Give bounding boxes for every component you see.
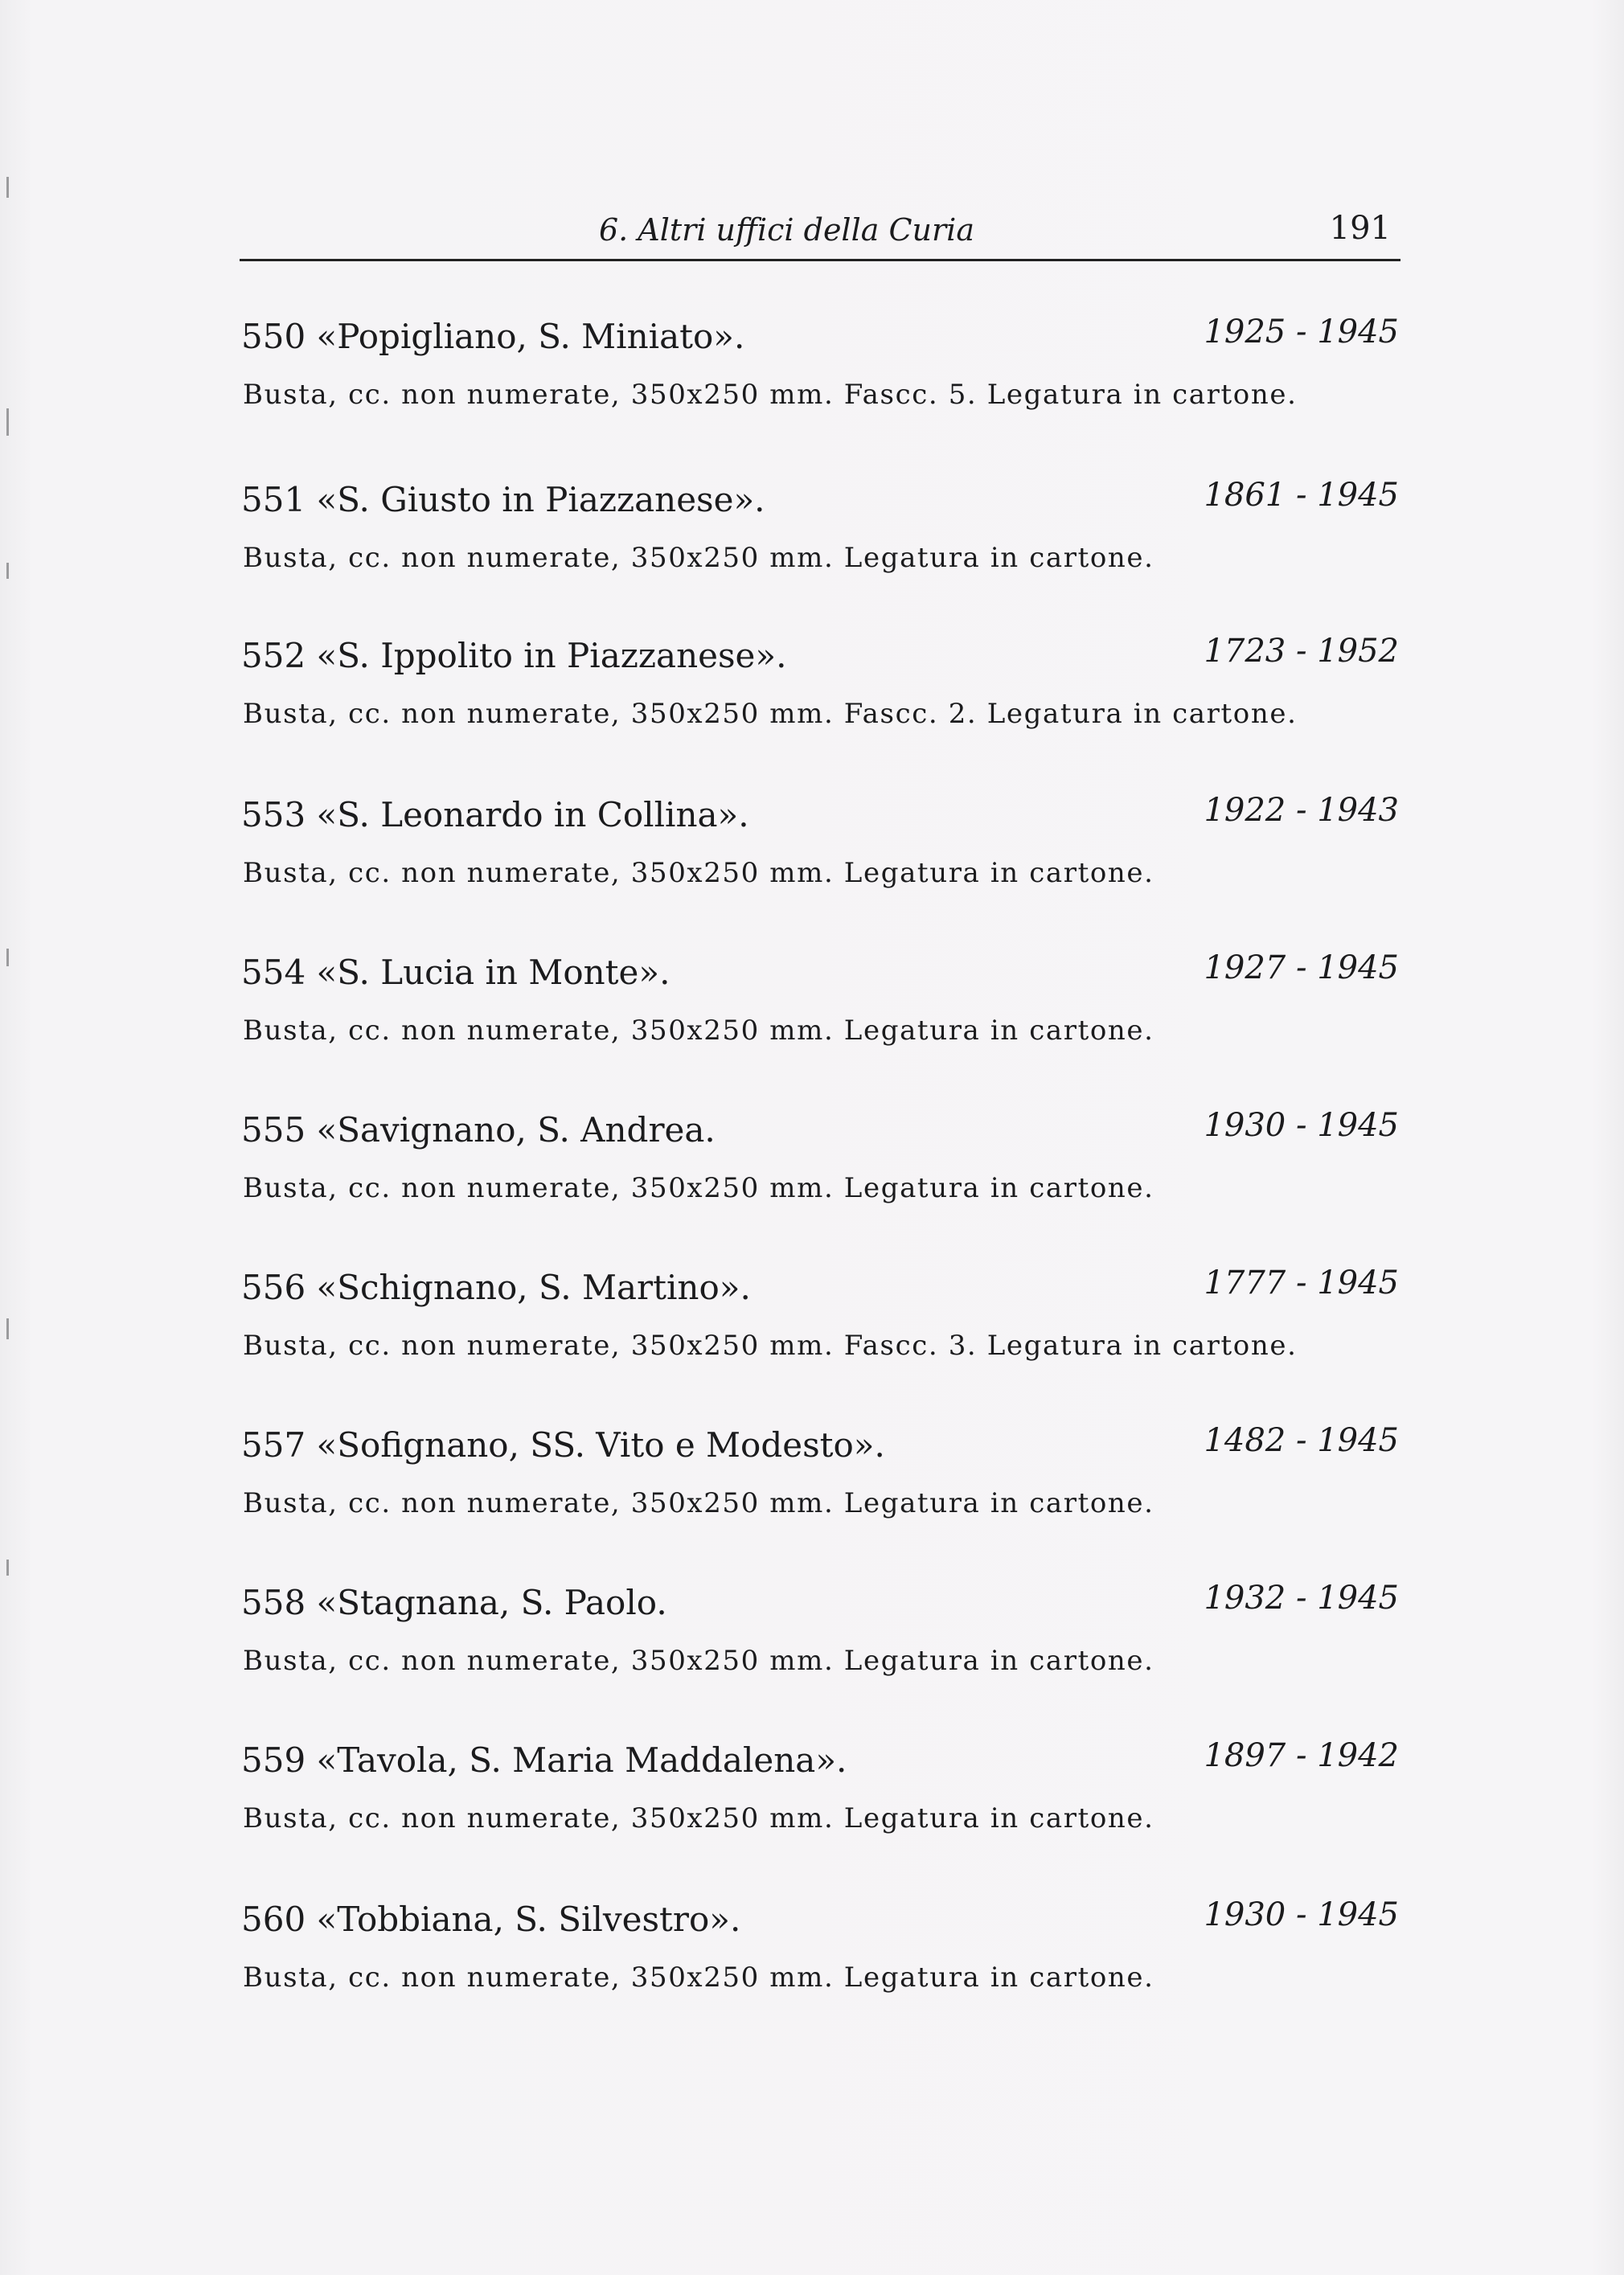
- scan-edge-mark: [6, 563, 9, 579]
- entry-dates: 1922 - 1943: [1204, 792, 1399, 829]
- entry-description: Busta, cc. non numerate, 350x250 mm. Legatura in cartone.: [243, 1645, 1154, 1677]
- scan-edge-mark: [6, 1560, 9, 1576]
- entry-dates: 1927 - 1945: [1204, 949, 1399, 986]
- entry-dates: 1861 - 1945: [1204, 477, 1399, 514]
- inventory-entry: [241, 635, 1399, 756]
- running-header: [240, 211, 1400, 261]
- entry-description: Busta, cc. non numerate, 350x250 mm. Fascc. 5. Legatura in cartone.: [243, 379, 1298, 411]
- entry-description: Busta, cc. non numerate, 350x250 mm. Legatura in cartone.: [243, 542, 1154, 574]
- entry-title: 553 «S. Leonardo in Collina».: [241, 795, 749, 834]
- inventory-entry: [241, 1582, 1399, 1703]
- inventory-entry: [241, 1267, 1399, 1388]
- inventory-entry: [241, 794, 1399, 915]
- entry-description: Busta, cc. non numerate, 350x250 mm. Legatura in cartone.: [243, 1172, 1154, 1204]
- entry-title: 559 «Tavola, S. Maria Maddalena».: [241, 1740, 847, 1780]
- scan-edge-mark: [6, 177, 9, 198]
- entry-dates: 1932 - 1945: [1204, 1580, 1399, 1617]
- entry-title: 554 «S. Lucia in Monte».: [241, 953, 671, 992]
- scan-edge-mark: [6, 408, 9, 436]
- entry-dates: 1930 - 1945: [1204, 1107, 1399, 1144]
- entry-title: 557 «Sofignano, SS. Vito e Modesto».: [241, 1425, 885, 1465]
- entry-title: 551 «S. Giusto in Piazzanese».: [241, 480, 765, 519]
- entry-dates: 1723 - 1952: [1204, 633, 1399, 670]
- inventory-entry: [241, 1896, 1399, 2019]
- page-number: 191: [1329, 210, 1391, 247]
- entry-description: Busta, cc. non numerate, 350x250 mm. Legatura in cartone.: [243, 1487, 1154, 1519]
- entry-title: 552 «S. Ippolito in Piazzanese».: [241, 636, 787, 675]
- inventory-entry: [241, 479, 1399, 600]
- entry-title: 550 «Popigliano, S. Miniato».: [241, 317, 745, 356]
- entry-description: Busta, cc. non numerate, 350x250 mm. Legatura in cartone.: [243, 857, 1154, 889]
- inventory-entry: [241, 1737, 1399, 1860]
- entry-title: 560 «Tobbiana, S. Silvestro».: [241, 1900, 741, 1939]
- entry-dates: 1777 - 1945: [1204, 1265, 1399, 1301]
- entry-dates: 1925 - 1945: [1204, 314, 1399, 350]
- entry-description: Busta, cc. non numerate, 350x250 mm. Legatura in cartone.: [243, 1961, 1154, 1994]
- entry-description: Busta, cc. non numerate, 350x250 mm. Legatura in cartone.: [243, 1015, 1154, 1047]
- entry-title: 556 «Schignano, S. Martino».: [241, 1268, 751, 1307]
- entry-title: 555 «Savignano, S. Andrea.: [241, 1110, 716, 1150]
- inventory-entry: [241, 316, 1399, 437]
- entry-title: 558 «Stagnana, S. Paolo.: [241, 1583, 667, 1622]
- entry-dates: 1482 - 1945: [1204, 1422, 1399, 1459]
- scan-edge-mark: [6, 949, 9, 966]
- entry-dates: 1930 - 1945: [1204, 1896, 1399, 1933]
- scan-edge-mark: [6, 1318, 9, 1339]
- entry-dates: 1897 - 1942: [1204, 1737, 1399, 1774]
- entry-description: Busta, cc. non numerate, 350x250 mm. Legatura in cartone.: [243, 1802, 1154, 1834]
- section-title: 6. Altri uffici della Curia: [598, 212, 974, 248]
- inventory-entry: [241, 1109, 1399, 1230]
- inventory-entry: [241, 949, 1399, 1072]
- entry-description: Busta, cc. non numerate, 350x250 mm. Fascc. 3. Legatura in cartone.: [243, 1330, 1298, 1362]
- inventory-entry: [241, 1424, 1399, 1545]
- entry-description: Busta, cc. non numerate, 350x250 mm. Fascc. 2. Legatura in cartone.: [243, 698, 1298, 730]
